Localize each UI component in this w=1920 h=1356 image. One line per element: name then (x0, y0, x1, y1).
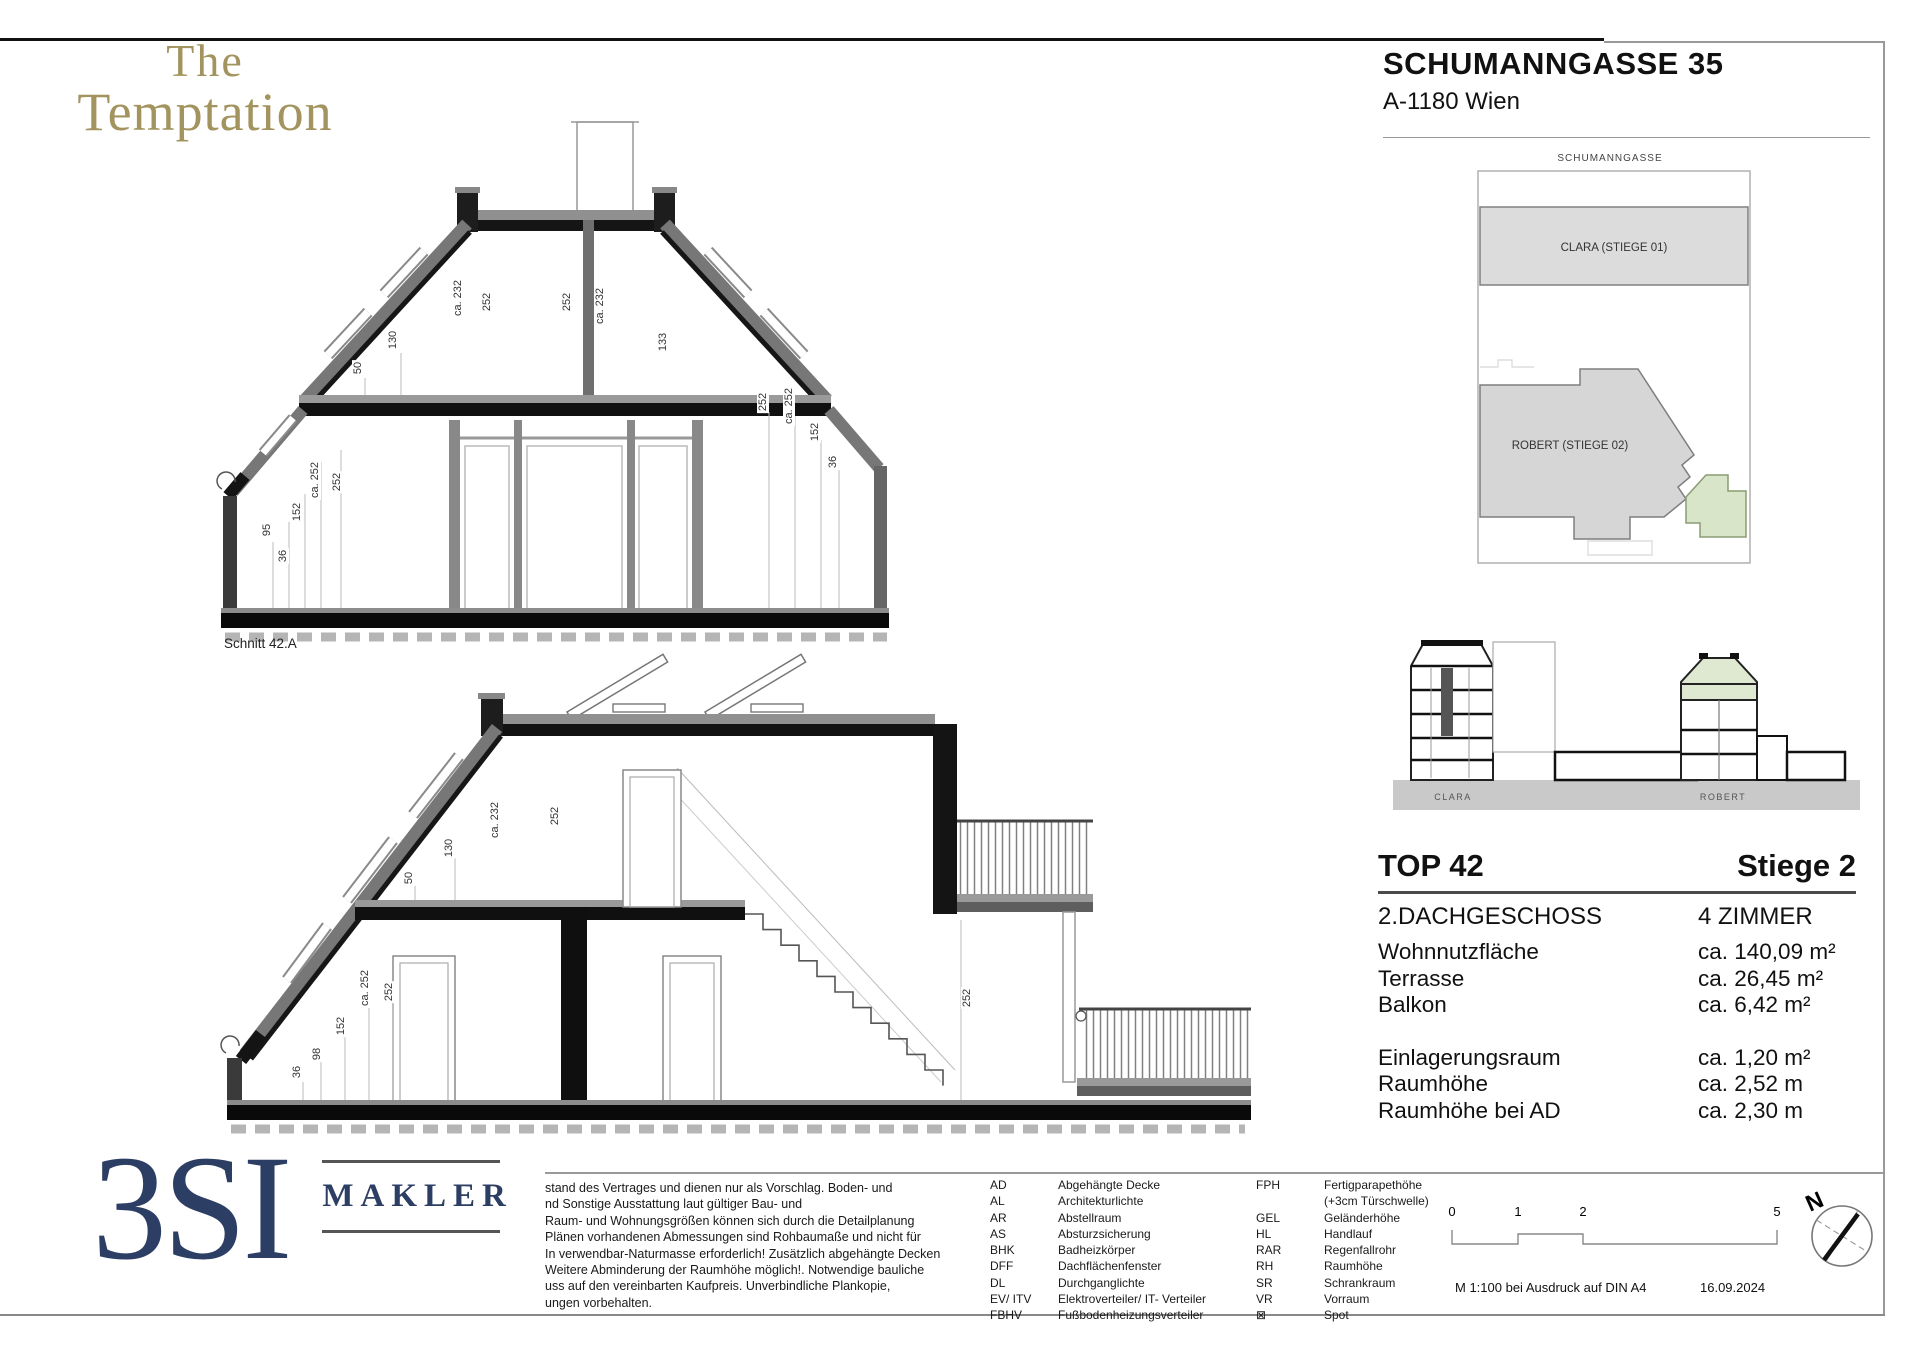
bottom-rule (0, 1314, 1885, 1316)
page-subtitle: A-1180 Wien (1383, 88, 1520, 115)
header-separator (1383, 137, 1870, 138)
detail-label: Raumhöhe (1378, 1071, 1489, 1096)
legend-abbr: AS (990, 1226, 1007, 1241)
dimension-label: 130 (387, 330, 399, 350)
plan-date: 16.09.2024 (1700, 1280, 1766, 1295)
section-label: Schnitt 42.A (224, 636, 297, 651)
disclaimer-line: Plänen vorhandenen Abmessungen sind Rohbaumaße und nicht für (545, 1230, 921, 1245)
broker-logo-3si: 3SI (92, 1125, 289, 1291)
page-title: SCHUMANNGASSE 35 (1383, 46, 1724, 81)
panel-top-border (1604, 41, 1884, 43)
dimension-label: 152 (335, 1016, 347, 1036)
dimension-label: 36 (291, 1065, 303, 1079)
dimension-label: 98 (311, 1047, 323, 1061)
legend-text: Abgehängte Decke (1058, 1178, 1161, 1192)
disclaimer-line: ungen vorbehalten. (545, 1295, 653, 1310)
dimension-label: ca. 232 (594, 287, 606, 325)
street-label: SCHUMANNGASSE (1557, 153, 1663, 164)
dimension-label: 252 (549, 806, 561, 826)
legend-text: Spot (1324, 1308, 1349, 1323)
legend-row (990, 1178, 1240, 1194)
panel-right-border (1883, 41, 1885, 1316)
legend-text: Elektroverteiler/ IT- Verteiler (1058, 1292, 1207, 1307)
legend-abbr: AR (990, 1210, 1007, 1225)
scale-tick-2: 2 (1579, 1204, 1587, 1219)
rooms-label: 4 ZIMMER (1698, 903, 1813, 930)
site-plan (1470, 145, 1770, 570)
legend-text: Schrankraum (1324, 1275, 1396, 1290)
broker-logo (92, 1125, 513, 1291)
detail-value: ca. 2,30 m (1698, 1097, 1804, 1123)
legend-row (990, 1259, 1240, 1275)
disclaimer-line: Weitere Abminderung der Raumhöhe möglich!. Notwendige bauliche (545, 1263, 925, 1278)
detail-row (1378, 939, 1856, 966)
legend-text: Geländerhöhe (1324, 1210, 1401, 1225)
broker-logo-makler: MAKLER (322, 1160, 500, 1233)
detail-label: Raumhöhe bei AD (1378, 1097, 1561, 1123)
dimension-label: 130 (443, 838, 455, 858)
dimension-label: 50 (403, 871, 415, 885)
detail-row (1378, 966, 1856, 993)
dimension-label: 95 (261, 523, 273, 537)
scale-tick-5: 5 (1773, 1204, 1781, 1219)
legend-text: Raumhöhe (1324, 1259, 1383, 1274)
legend-left (990, 1178, 1240, 1325)
dimension-label: ca. 252 (359, 969, 371, 1007)
legend-row (990, 1227, 1240, 1243)
legend-abbr: RH (1256, 1259, 1274, 1274)
detail-label: Wohnnutzfläche (1378, 939, 1539, 964)
footer-top-rule (545, 1172, 1884, 1174)
legend-abbr: ⊠ (1256, 1308, 1267, 1323)
bottom-drawing-dimensions (215, 650, 1275, 1160)
stiege-label: Stiege 2 (1737, 848, 1856, 883)
detail-value: ca. 2,52 m (1698, 1071, 1804, 1096)
disclaimer-line: stand des Vertrages und dienen nur als Vorschlag. Boden- und (545, 1181, 893, 1195)
legend-text: Durchganglichte (1058, 1275, 1145, 1290)
dimension-label: 36 (827, 455, 839, 469)
scale-tick-1: 1 (1514, 1204, 1522, 1219)
legend-abbr: AL (990, 1194, 1005, 1209)
dimension-label: ca. 232 (489, 801, 501, 839)
elevation-svg (1393, 638, 1860, 810)
legend-abbr: AD (990, 1178, 1007, 1192)
dimension-label: 50 (352, 361, 364, 375)
dimension-label: 152 (291, 502, 303, 522)
legend-abbr: RAR (1256, 1243, 1282, 1258)
detail-value: ca. 140,09 m² (1698, 939, 1836, 964)
unit-details-table (1378, 939, 1856, 1124)
dimension-label: 252 (961, 988, 973, 1008)
disclaimer-line: Raum- und Wohnungsgrößen können sich durch die Detailplanung (545, 1213, 915, 1228)
legend-text: Fertigparapethöhe (1324, 1178, 1423, 1192)
scale-tick-0: 0 (1448, 1204, 1456, 1219)
disclaimer-text (545, 1180, 981, 1311)
legend-abbr: VR (1256, 1292, 1273, 1307)
dimension-label: 152 (809, 422, 821, 442)
legend-row (990, 1276, 1240, 1292)
dimension-label: 252 (481, 292, 493, 312)
elevation-clara-label: CLARA (1434, 792, 1472, 802)
detail-row (1378, 992, 1856, 1019)
legend-abbr: FBHV (990, 1308, 1023, 1323)
disclaimer-line: In verwendbar-Naturmasse erforderlich! Zusätzlich abgehängte Decken (545, 1246, 941, 1261)
top-drawing-dimensions (215, 110, 915, 655)
legend-text: Regenfallrohr (1324, 1243, 1397, 1258)
legend-abbr: DFF (990, 1259, 1014, 1274)
legend-abbr (1256, 1194, 1324, 1210)
floor-label: 2.DACHGESCHOSS (1378, 903, 1603, 930)
detail-label: Einlagerungsraum (1378, 1044, 1561, 1070)
elevation-robert (1681, 653, 1757, 780)
dimension-label: 252 (383, 982, 395, 1002)
dimension-label: 133 (657, 332, 669, 352)
dimension-label: 252 (757, 392, 769, 412)
dimension-label: 252 (561, 292, 573, 312)
dimension-label: ca. 252 (783, 387, 795, 425)
detail-value: ca. 26,45 m² (1698, 965, 1824, 991)
north-label: N (1802, 1188, 1828, 1217)
legend-text: Handlauf (1324, 1226, 1373, 1241)
brand-line2: Temptation (77, 81, 333, 142)
detail-row (1378, 1071, 1856, 1098)
dimension-label: 252 (331, 472, 343, 492)
legend-abbr: SR (1256, 1275, 1273, 1290)
legend-text: Vorraum (1324, 1292, 1370, 1307)
legend-row (1256, 1178, 1506, 1194)
legend-text: (+3cm Türschwelle) (1324, 1194, 1429, 1209)
brand-line1: The (166, 35, 244, 86)
legend-abbr: FPH (1256, 1178, 1280, 1192)
dimension-label: 36 (277, 549, 289, 563)
disclaimer-line: uss auf den vereinbarten Kaufpreis. Unverbindliche Plankopie, (545, 1279, 891, 1294)
legend-text: Abstellraum (1058, 1210, 1122, 1225)
site-plan-svg (1470, 145, 1770, 570)
detail-label: Balkon (1378, 992, 1447, 1017)
unit-number: TOP 42 (1378, 848, 1484, 883)
legend-row (990, 1194, 1240, 1210)
legend-row (990, 1211, 1240, 1227)
legend-abbr: GEL (1256, 1210, 1281, 1225)
detail-label: Terrasse (1378, 965, 1465, 991)
legend-text: Absturzsicherung (1058, 1226, 1151, 1241)
legend-row (990, 1308, 1240, 1324)
detail-row (1378, 1098, 1856, 1125)
building-clara-label: CLARA (STIEGE 01) (1560, 242, 1668, 254)
legend-text: Architekturlichte (1058, 1194, 1144, 1209)
north-compass (1802, 1188, 1882, 1281)
compass-needle (1824, 1214, 1858, 1260)
section-drawing-top (215, 110, 915, 655)
legend-abbr: HL (1256, 1226, 1272, 1241)
legend-row (1256, 1308, 1506, 1324)
disclaimer-line: nd Sonstige Ausstattung laut gültiger Bau- und (545, 1197, 803, 1212)
legend-abbr: EV/ ITV (990, 1292, 1032, 1307)
section-drawing-bottom (215, 650, 1275, 1160)
dimension-label: ca. 252 (309, 461, 321, 499)
legend-text: Badheizkörper (1058, 1243, 1136, 1258)
details-divider (1378, 891, 1856, 894)
scale-bar (1445, 1200, 1795, 1265)
building-robert-label: ROBERT (STIEGE 02) (1511, 440, 1629, 452)
legend-text: Fußbodenheizungsverteiler (1058, 1308, 1204, 1323)
legend-abbr: DL (990, 1275, 1006, 1290)
legend-text: Dachflächenfenster (1058, 1259, 1162, 1274)
scale-note: M 1:100 bei Ausdruck auf DIN A4 (1455, 1280, 1647, 1295)
detail-value: ca. 6,42 m² (1698, 992, 1811, 1017)
elevation-robert-label: ROBERT (1699, 792, 1747, 802)
legend-abbr: BHK (990, 1243, 1015, 1258)
legend-row (990, 1243, 1240, 1259)
elevation-clara (1411, 640, 1493, 780)
detail-value: ca. 1,20 m² (1698, 1044, 1811, 1070)
dimension-label: ca. 232 (452, 279, 464, 317)
detail-row (1378, 1045, 1856, 1072)
unit-details (1378, 848, 1856, 1124)
elevation-drawing (1393, 638, 1860, 810)
legend-row (990, 1292, 1240, 1308)
